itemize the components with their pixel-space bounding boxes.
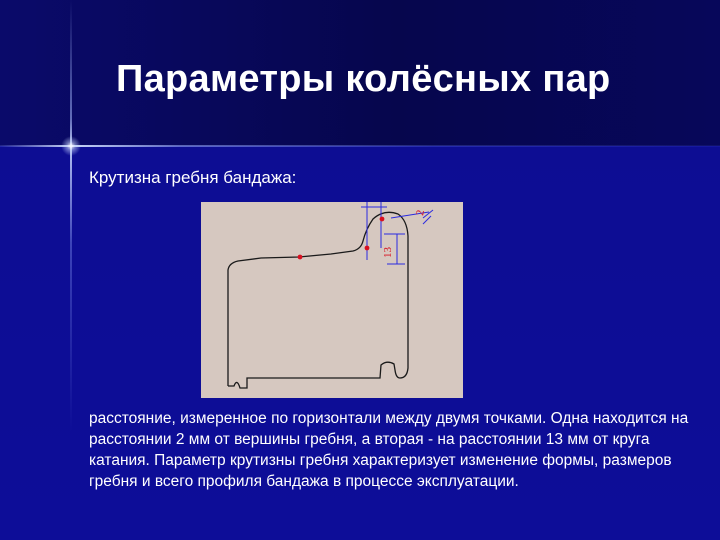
decorative-vertical-line <box>70 0 72 540</box>
rolling-circle-point <box>298 255 303 260</box>
measure-point-upper <box>380 217 385 222</box>
wheel-profile-figure <box>201 202 463 398</box>
decorative-spark-icon <box>61 136 81 156</box>
slide-title: Параметры колёсных пар <box>116 58 611 100</box>
slide-subtitle: Крутизна гребня бандажа: <box>89 168 297 187</box>
wheel-profile-drawing <box>201 202 463 398</box>
dimension-label-side: 13 <box>382 247 394 258</box>
dimension-label-top: 2 <box>414 209 427 217</box>
measure-point-lower <box>365 246 370 251</box>
decorative-horizontal-line <box>0 145 720 147</box>
slide-body-text: расстояние, измеренное по горизонтали между двумя точками. Одна находится на расстоянии 2 мм от вершины гребня, а вторая - на расстоянии 13 мм от круга катания. Параметр крутизны гребня характеризует изменение формы, размеров гребня и всего профиля бандажа в процессе эксплуатации. <box>89 410 689 490</box>
